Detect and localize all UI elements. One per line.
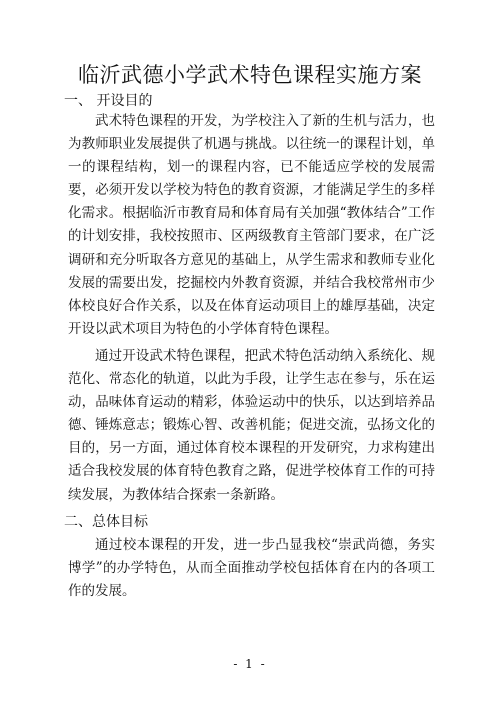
section-heading-purpose: 一、 开设目的 [64, 93, 153, 109]
section-heading-goals: 二、总体目标 [64, 514, 148, 530]
paragraph-goals-1: 通过校本课程的开发，进一步凸显我校“崇武尚德，务实博学”的办学特色，从而全面推动学校包括体育在内的各项工作的发展。 [68, 537, 435, 600]
document-title: 临沂武德小学武术特色课程实施方案 [78, 63, 422, 87]
paragraph-purpose-2: 通过开设武术特色课程，把武术特色活动纳入系统化、规范化、常态化的轨道，以此为手段，让学生志在参与，乐在运动，品味体育运动的精彩，体验运动中的快乐，以达到培养品德、锤炼意志；锻炼心智、改善机能；促进交流，弘扬文化的目的，另一方面，通过体育校本课程的开发研究，力求构建出适合我校发展的体育特色教育之路，促进学校体育工作的可持续发展，为教体结合探索一条新路。 [68, 348, 435, 503]
page-number: - 1 - [233, 657, 267, 671]
paragraph-purpose-1: 武术特色课程的开发，为学校注入了新的生机与活力，也为教师职业发展提供了机遇与挑战。以往统一的课程计划，单一的课程结构，划一的课程内容，已不能适应学校的发展需要，必须开发以学校为特色的教育资源，才能满足学生的多样化需求。根据临沂市教育局和体育局有关加强“教体结合”工作的计划安排，我校按照市、区两级教育主管部门要求，在广泛调研和充分听取各方意见的基础上，从学生需求和教师专业化发展的需要出发，挖掘校内外教育资源，并结合我校常州市少体校良好合作关系，以及在体育运动项目上的雄厚基础，决定开设以武术项目为特色的小学体育特色课程。 [68, 113, 435, 337]
